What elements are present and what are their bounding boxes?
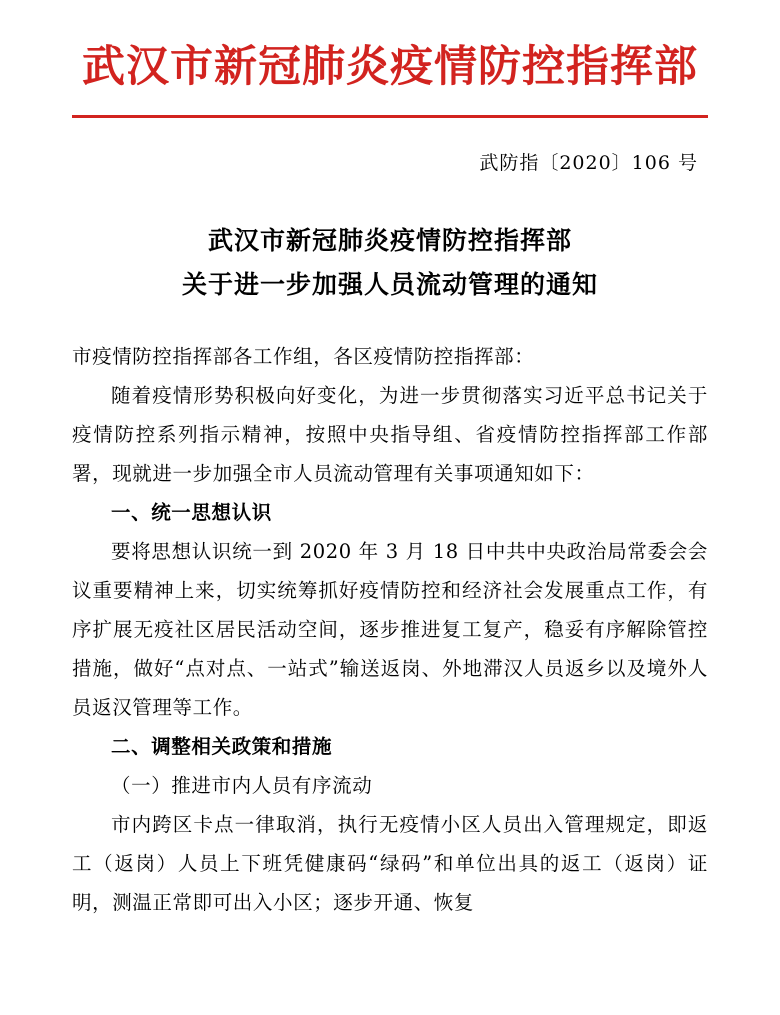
document-body — [72, 337, 708, 922]
paragraph-salutation: 市疫情防控指挥部各工作组，各区疫情防控指挥部： — [72, 344, 535, 368]
masthead — [72, 0, 708, 91]
subsection-heading-one: （一）推进市内人员有序流动 — [111, 773, 373, 797]
masthead-title: 武汉市新冠肺炎疫情防控指挥部 — [82, 42, 698, 92]
page-title-line-1: 武汉市新冠肺炎疫情防控指挥部 — [207, 226, 572, 256]
paragraph-subsection-one-body: 市内跨区卡点一律取消，执行无疫情小区人员出入管理规定，即返工（返岗）人员上下班凭健康码“绿码”和单位出具的返工（返岗）证明，测温正常即可出入小区；逐步开通、恢复 — [72, 812, 708, 914]
paragraph-intro: 随着疫情形势积极向好变化，为进一步贯彻落实习近平总书记关于疫情防控系列指示精神，按照中央指导组、省疫情防控指挥部工作部署，现就进一步加强全市人员流动管理有关事项通知如下： — [72, 383, 708, 485]
paragraph-section-one-body: 要将思想认识统一到 2020 年 3 月 18 日中共中央政治局常委会会议重要精神上来，切实统筹抓好疫情防控和经济社会发展重点工作，有序扩展无疫社区居民活动空间，逐步推进复工复产，稳妥有序解除管控措施，做好“点对点、一站式”输送返岗、外地滞汉人员返乡以及境外人员返汉管理等工作。 — [72, 539, 708, 719]
page-title — [72, 219, 708, 307]
page-title-line-2: 关于进一步加强人员流动管理的通知 — [181, 270, 598, 300]
section-heading-one: 一、统一思想认识 — [111, 500, 272, 524]
masthead-divider — [72, 115, 708, 118]
section-heading-two: 二、调整相关政策和措施 — [111, 734, 333, 758]
document-number: 武防指〔2020〕106 号 — [479, 152, 698, 175]
